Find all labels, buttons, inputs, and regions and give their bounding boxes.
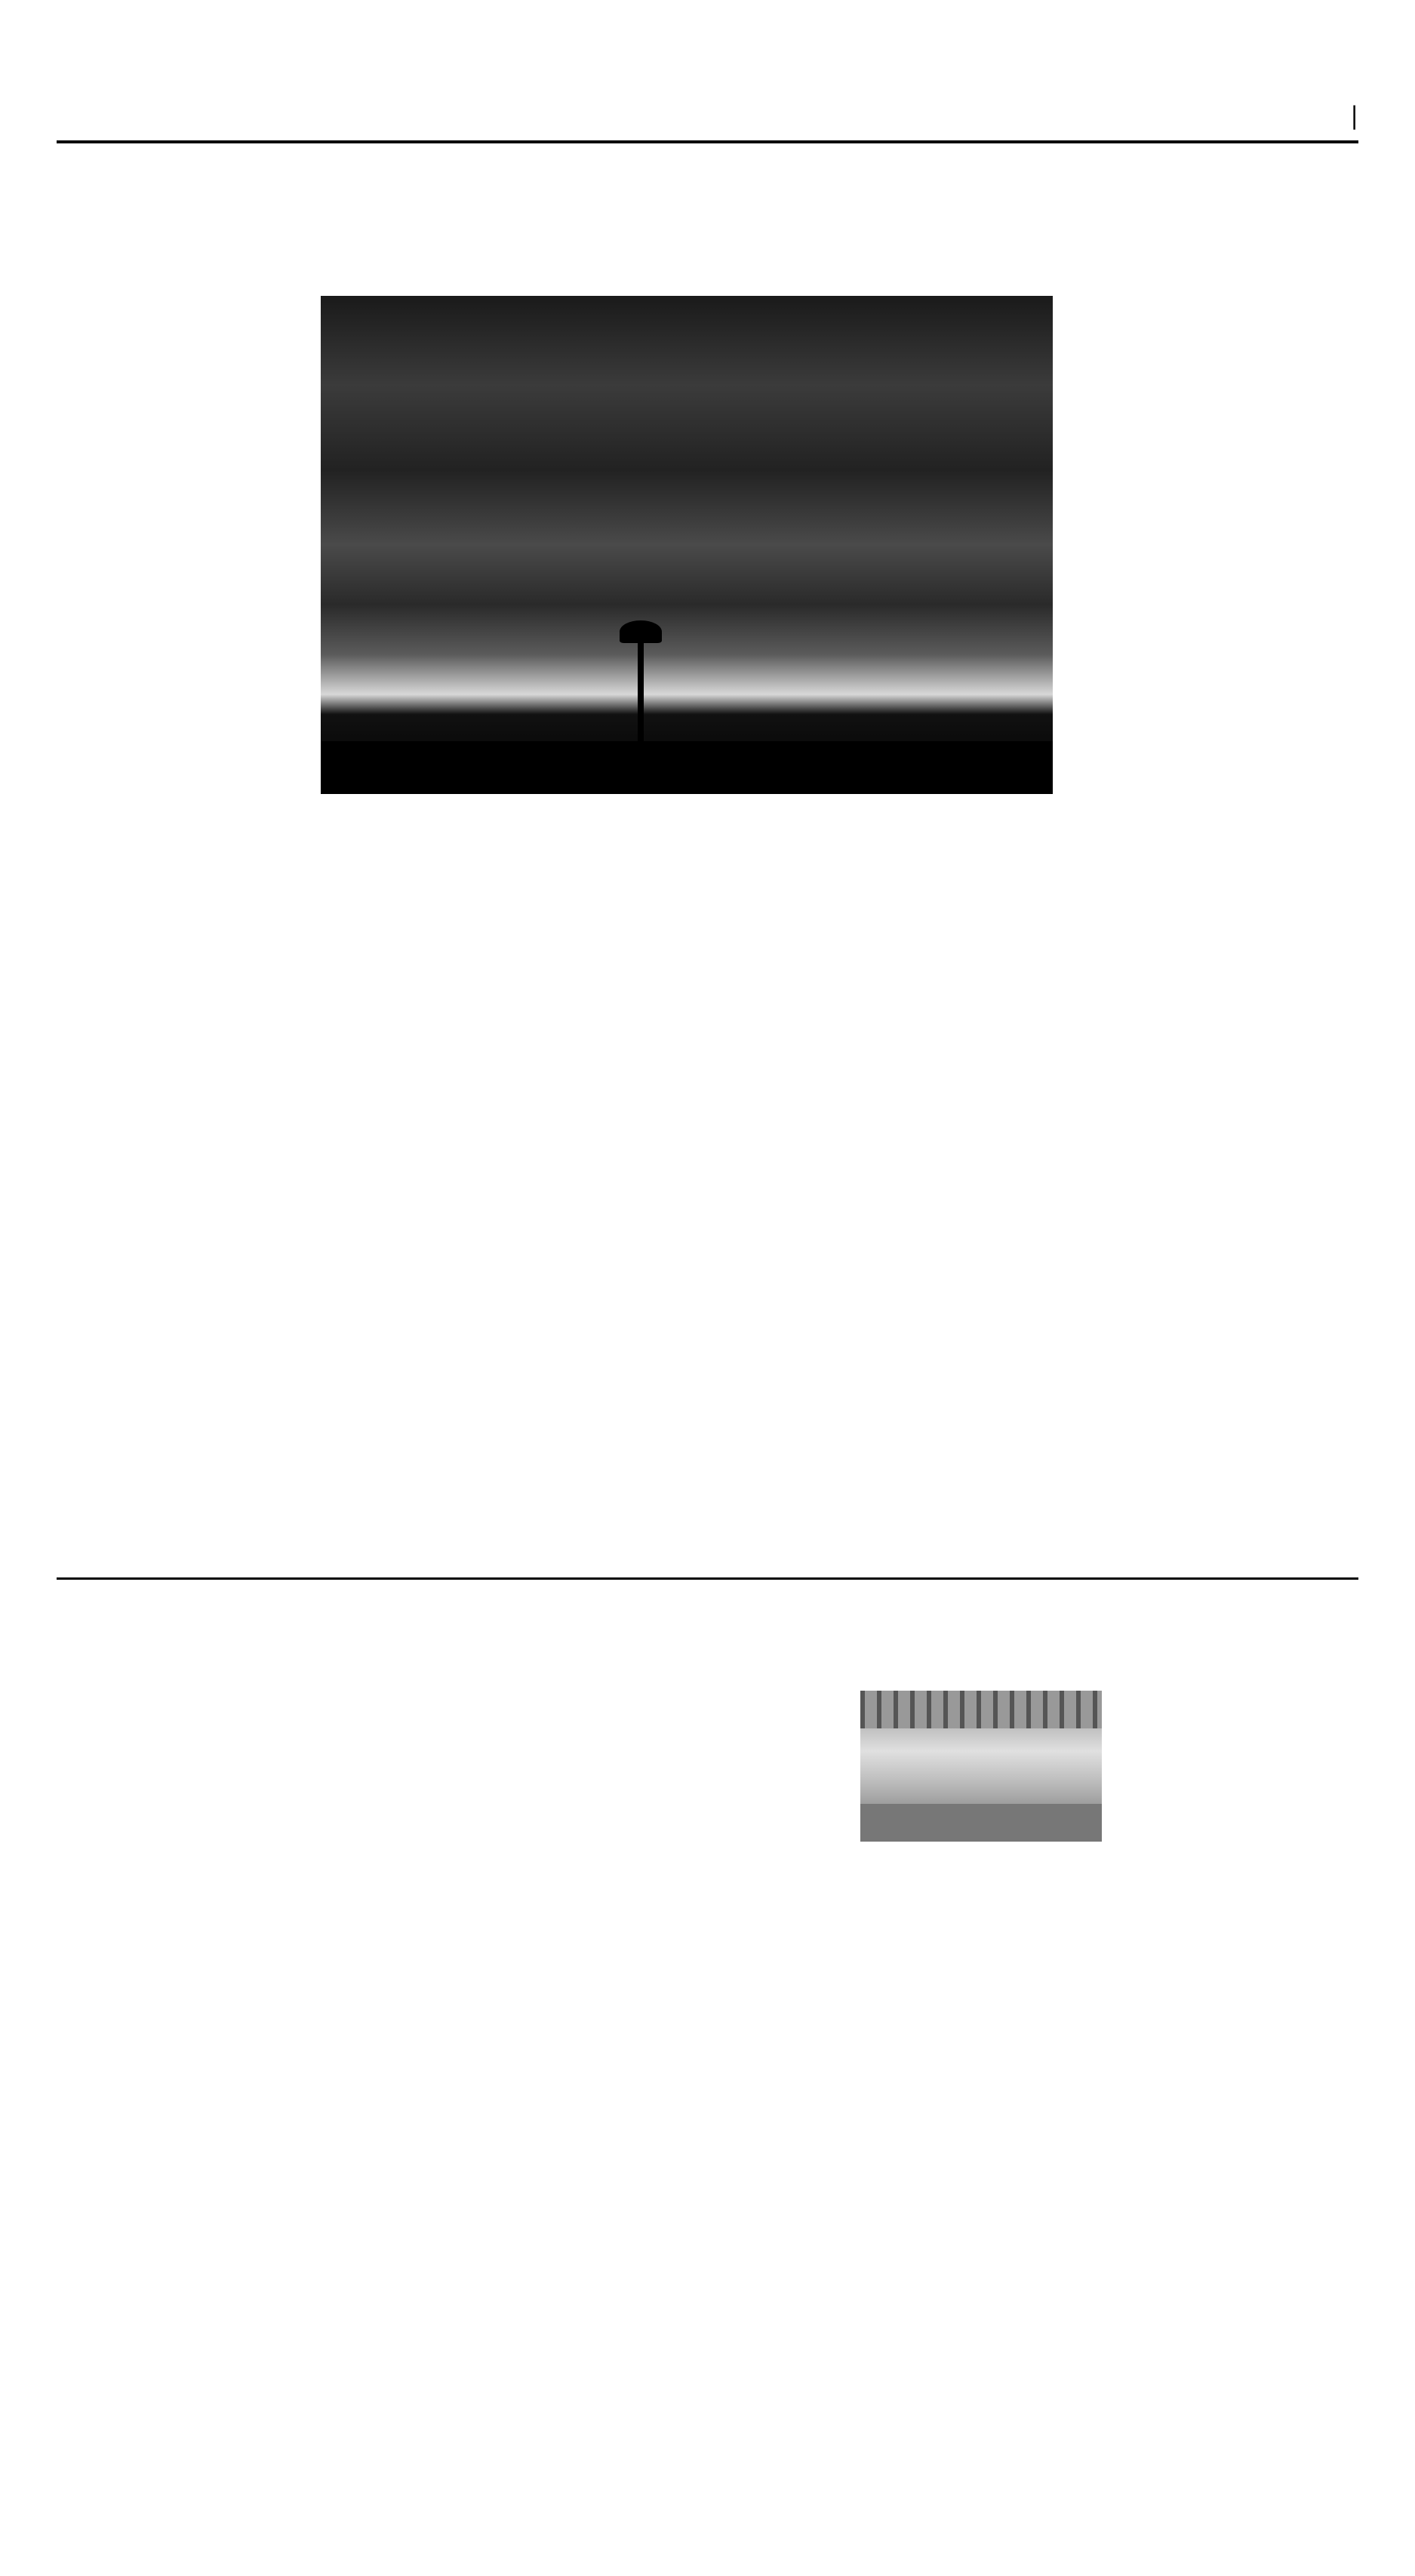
story2-lead xyxy=(57,1691,298,2219)
story1-column-2 xyxy=(321,845,547,1555)
terminal-roof xyxy=(860,1691,1102,1728)
story-divider xyxy=(57,1577,1358,1580)
story1-column-4 xyxy=(826,845,1053,1555)
story2-column-3 xyxy=(592,1691,841,2521)
story1-lead xyxy=(57,298,300,668)
header-rule xyxy=(57,140,1358,143)
lamp-head xyxy=(620,620,662,643)
story1-photo xyxy=(321,296,1053,794)
section-label: | xyxy=(1350,101,1358,130)
story1-column-5 xyxy=(1106,298,1358,1555)
story2-column-4 xyxy=(860,1902,1102,2521)
story1-column-3 xyxy=(574,845,800,1555)
tiananmen-silhouette xyxy=(321,741,1053,794)
story2-column-1 xyxy=(57,2227,298,2521)
story2-photo xyxy=(860,1691,1102,1842)
terminal-floor xyxy=(860,1804,1102,1842)
story1-column-1 xyxy=(57,679,300,1555)
lamp-post xyxy=(638,628,644,749)
story2-column-2 xyxy=(321,1691,570,2521)
story2-column-5 xyxy=(1124,1691,1358,2521)
